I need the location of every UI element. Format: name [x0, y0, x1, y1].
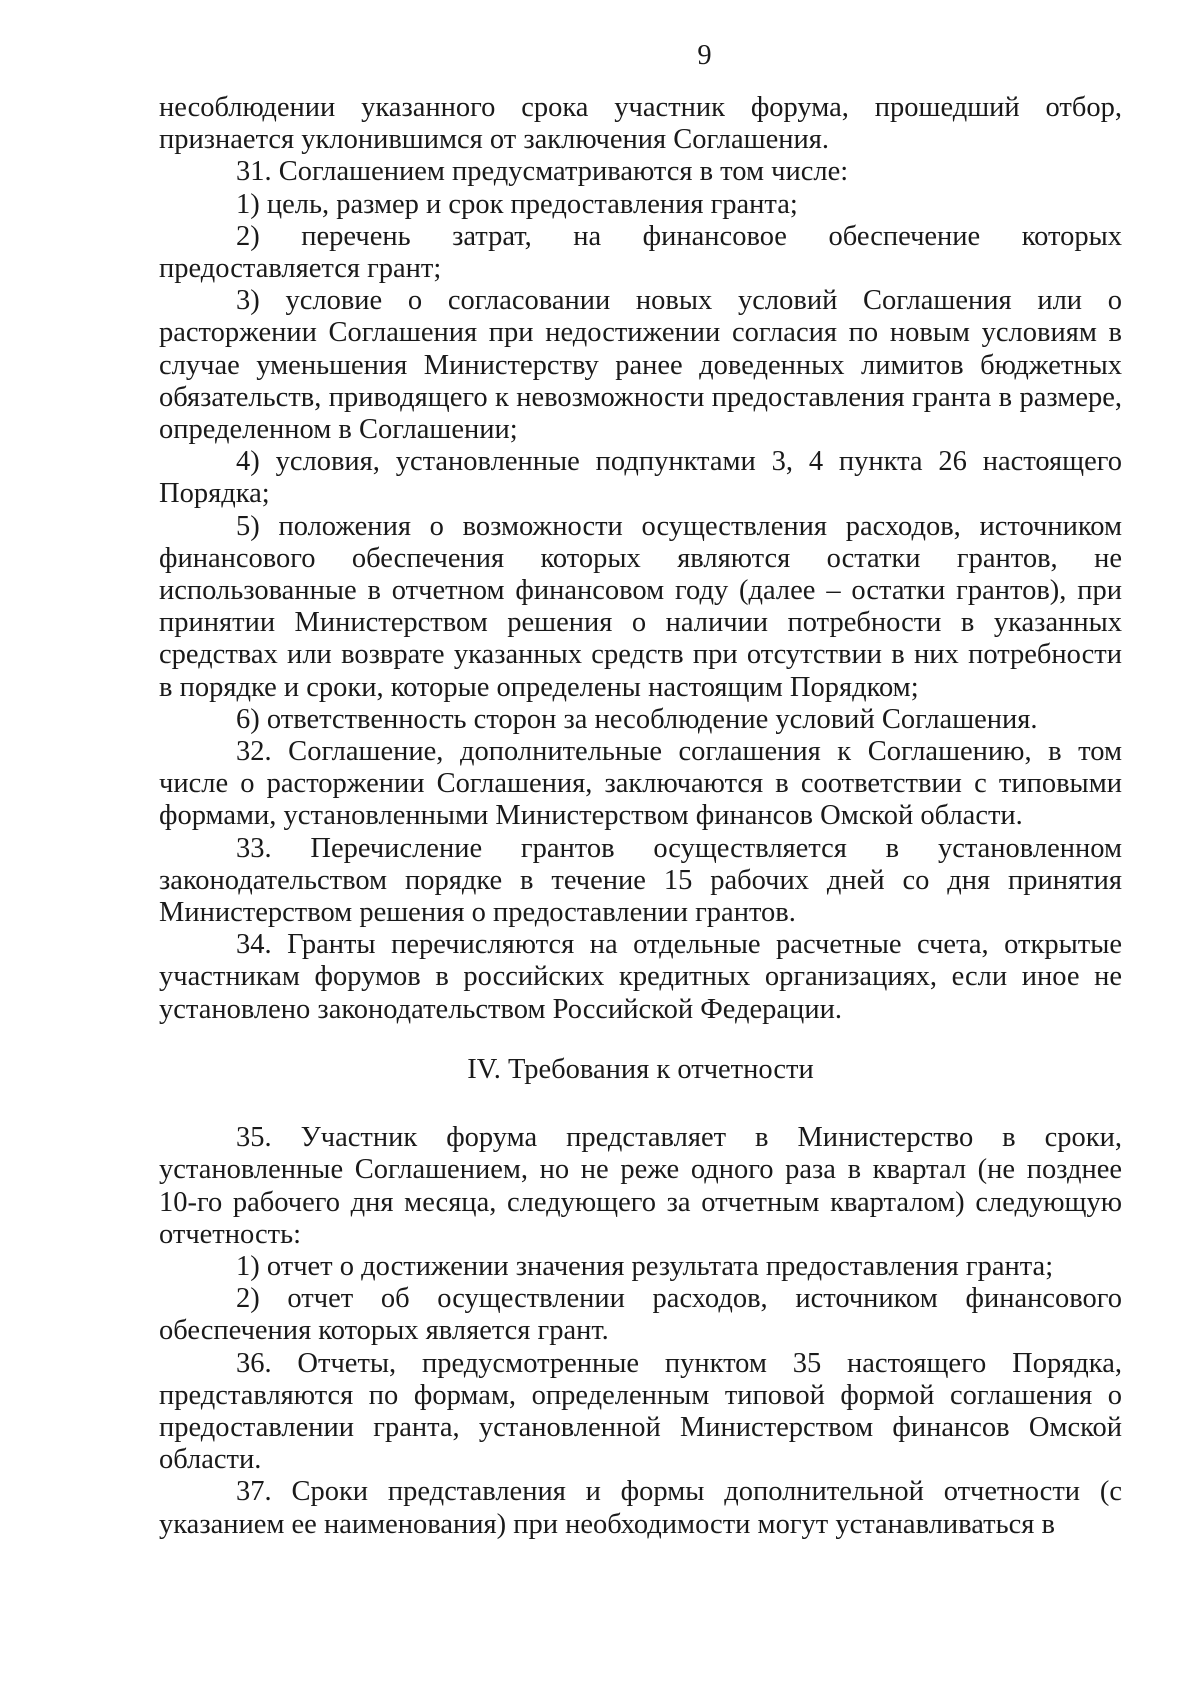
list-item-35-2: 2) отчет об осуществлении расходов, источником финансового обеспечения которых является грант. — [159, 1283, 1122, 1347]
paragraph-32: 32. Соглашение, дополнительные соглашения к Соглашению, в том числе о расторжении Соглашения, заключаются в соответствии с типовыми формами, установленными Министерством финансов Омской области. — [159, 736, 1122, 832]
list-item-31-1: 1) цель, размер и срок предоставления гранта; — [236, 188, 798, 220]
paragraph-35: 35. Участник форума представляет в Министерство в сроки, установленные Соглашением, но не реже одного раза в квартал (не позднее 10-го рабочего дня месяца, следующего за отчетным кварталом) следующую отчетность: — [159, 1122, 1122, 1250]
paragraph-36: 36. Отчеты, предусмотренные пунктом 35 настоящего Порядка, представляются по формам, определенным типовой формой соглашения о предоставлении гранта, установленной Министерством финансов Омской области. — [159, 1347, 1122, 1476]
list-item-35-1: 1) отчет о достижении значения результата предоставления гранта; — [236, 1250, 1054, 1282]
paragraph-continuation: несоблюдении указанного срока участник форума, прошедший отбор, признается уклонившимся от заключения Соглашения. — [159, 92, 1122, 156]
paragraph-37: 37. Сроки представления и формы дополнительной отчетности (с указанием ее наименования) при необходимости могут устанавливаться в — [159, 1476, 1122, 1540]
list-item-31-4: 4) условия, установленные подпунктами 3, 4 пункта 26 настоящего Порядка; — [159, 446, 1122, 510]
paragraph-33: 33. Перечисление грантов осуществляется в установленном законодательством порядке в течение 15 рабочих дней со дня принятия Министерством решения о предоставлении грантов. — [159, 832, 1122, 929]
paragraph-31: 31. Соглашением предусматриваются в том числе: — [236, 156, 849, 188]
list-item-31-2: 2) перечень затрат, на финансовое обеспечение которых предоставляется грант; — [159, 220, 1122, 285]
page-number: 9 — [697, 40, 712, 71]
paragraph-34: 34. Гранты перечисляются на отдельные расчетные счета, открытые участникам форумов в российских кредитных организациях, если иное не установлено законодательством Российской Федерации. — [159, 929, 1122, 1025]
list-item-31-5: 5) положения о возможности осуществления расходов, источником финансового обеспечения которых являются остатки грантов, не использованные в отчетном финансовом году (далее – остатки грантов), при принятии Министерством решения о наличии потребности в указанных средствах или возврате указанных средств при отсутствии в них потребности в порядке и сроки, которые определены настоящим Порядком; — [159, 510, 1122, 703]
list-item-31-3: 3) условие о согласовании новых условий Соглашения или о расторжении Соглашения при недостижении согласия по новым условиям в случае уменьшения Министерству ранее доведенных лимитов бюджетных обязательств, приводящего к невозможности предоставления гранта в размере, определенном в Соглашении; — [159, 285, 1122, 446]
list-item-31-6: 6) ответственность сторон за несоблюдение условий Соглашения. — [236, 703, 1038, 735]
section-heading: IV. Требования к отчетности — [467, 1053, 814, 1085]
